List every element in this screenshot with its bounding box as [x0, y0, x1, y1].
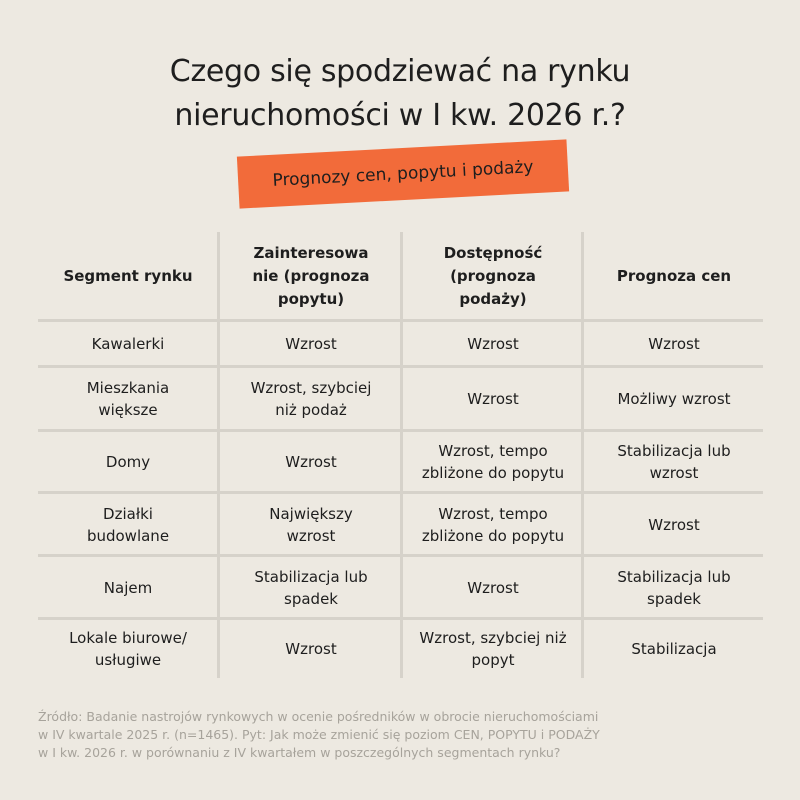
- table-cell: Wzrost: [467, 578, 519, 597]
- table-cell: Wzrost: [285, 453, 337, 471]
- source-line-1: Źródło: Badanie nastrojów rynkowych w ocenie pośredników w obrocie nieruchomościami: [38, 709, 599, 724]
- title-line-2: nieruchomości w I kw. 2026 r.?: [174, 98, 626, 133]
- table-cell: Mieszkania większe: [86, 379, 170, 419]
- source-line-2: w IV kwartale 2025 r. (n=1465). Pyt: Jak może zmienić się poziom CEN, POPYTU i PODAŻY: [38, 727, 600, 742]
- table-cell: Najem: [103, 578, 153, 597]
- page-title: [0, 50, 800, 138]
- subtitle-badge: [237, 139, 569, 208]
- table-cell: Wzrost: [285, 640, 337, 658]
- table-cell: Działki budowlane: [86, 504, 170, 545]
- forecast-table: [38, 232, 763, 678]
- table-cell: Stabilizacja lub wzrost: [617, 442, 731, 482]
- table-cell: Domy: [105, 453, 151, 471]
- table-cell: Stabilizacja lub spadek: [617, 567, 731, 608]
- table-header-cell: Segment rynku: [63, 266, 193, 285]
- table-cell: Wzrost: [467, 335, 519, 353]
- table-cell: Wzrost: [648, 335, 700, 353]
- subtitle-badge-label: Prognozy cen, popytu i podaży: [272, 157, 534, 191]
- table-cell: Wzrost, szybciej niż podaż: [250, 379, 372, 419]
- source-line-3: w I kw. 2026 r. w porównaniu z IV kwartałem w poszczególnych segmentach rynku?: [38, 745, 561, 760]
- table-header-cell: Prognoza cen: [616, 266, 732, 285]
- table-cell: Wzrost, szybciej niż popyt: [419, 629, 567, 669]
- source-note: [38, 708, 768, 762]
- table-header-cell: Zainteresowa nie (prognoza popytu): [252, 243, 370, 308]
- table-cell: Możliwy wzrost: [617, 390, 731, 408]
- table-cell: Stabilizacja: [631, 640, 717, 658]
- table-cell: Największy wzrost: [269, 504, 353, 545]
- table-header-cell: Dostępność (prognoza podaży): [443, 243, 543, 308]
- table-cell: Stabilizacja lub spadek: [254, 567, 368, 608]
- table-cell: Wzrost: [648, 515, 700, 534]
- table-cell: Wzrost: [467, 390, 519, 408]
- table-cell: Wzrost, tempo zbliżone do popytu: [421, 442, 565, 482]
- table-cell: Kawalerki: [91, 335, 165, 353]
- table-cell: Wzrost, tempo zbliżone do popytu: [421, 504, 565, 545]
- title-line-1: Czego się spodziewać na rynku: [169, 54, 631, 89]
- table-cell: Wzrost: [285, 335, 337, 353]
- table-cell: Lokale biurowe/ usługiwe: [69, 629, 187, 669]
